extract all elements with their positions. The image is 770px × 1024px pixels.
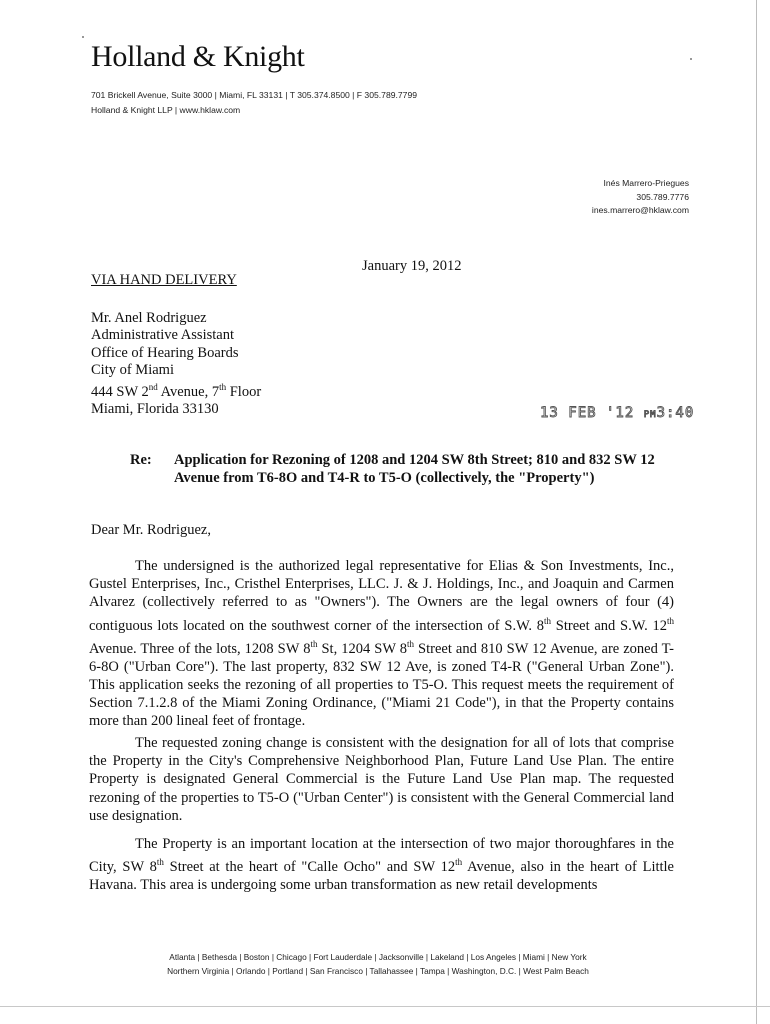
recipient-street: 444 SW 2nd Avenue, 7th Floor (91, 382, 262, 401)
footer-offices-line-1: Atlanta | Bethesda | Boston | Chicago | Fort Lauderdale | Jacksonville | Lakeland | Los Angeles | Miami | New York (169, 952, 587, 962)
delivery-method: VIA HAND DELIVERY (91, 272, 237, 288)
stamp-time: 3:40 (656, 405, 695, 421)
body-paragraph-1: The undersigned is the authorized legal representative for Elias & Son Investments, Inc., Gustel Enterprises, Inc., Cristhel Enterprises, LLC. J. & J. Holdings, Inc., and Joaquin and Carmen Alvarez (collectively referred to as "Owners"). The Owners are the legal owners of four (4) contiguous lots located on the southwest corner of the intersection of S.W. 8th Street and S.W. 12th Avenue. Three of the lots, 1208 SW 8th St, 1204 SW 8th Street and 810 SW 12 Avenue, are zoned T-6-8O ("Urban Core"). The last property, 832 SW 12 Ave, is zoned T4-R ("General Urban Zone"). This application seeks the rezoning of all properties to T5-O. This request meets the requirement of Section 7.1.2.8 of the Miami Zoning Ordinance, ("Miami 21 Code"), in that the Property contains more than 200 lineal feet of frontage. (89, 558, 674, 730)
letterhead-firm-line: Holland & Knight LLP | www.hklaw.com (91, 105, 241, 115)
recipient-name: Mr. Anel Rodriguez (91, 310, 207, 326)
salutation: Dear Mr. Rodriguez, (91, 522, 211, 538)
sender-email: ines.marrero@hklaw.com (591, 205, 689, 215)
recipient-city-state-zip: Miami, Florida 33130 (91, 401, 219, 418)
body-paragraph-2: The requested zoning change is consistent with the designation for all of lots that comprise the Property in the City's Comprehensive Neighborhood Plan, Future Land Use Plan. The entire Property is designated General Commercial is the Future Land Use Plan map. The requested rezoning of the properties to T5-O ("Urban Center") is consistent with the General Commercial land use designation. (89, 735, 674, 824)
re-subject: Application for Rezoning of 1208 and 1204 SW 8th Street; 810 and 832 SW 12 Avenue from T6-8O and T4-R to T5-O (collectively, the "Property") (174, 452, 655, 486)
recipient-address (91, 310, 261, 419)
letter-date: January 19, 2012 (362, 258, 462, 274)
footer-offices-line-2: Northern Virginia | Orlando | Portland | San Francisco | Tallahassee | Tampa | Washington, D.C. | West Palm Beach (167, 966, 589, 976)
scan-speck (82, 36, 84, 38)
body-paragraph-3: The Property is an important location at the intersection of two major thoroughfares in the City, SW 8th Street at the heart of "Calle Ocho" and SW 12th Avenue, also in the heart of Little Havana. This area is undergoing some urban transformation as new retail developments (89, 836, 674, 894)
letterhead-address: 701 Brickell Avenue, Suite 3000 | Miami, FL 33131 | T 305.374.8500 | F 305.789.7799 (91, 90, 418, 100)
re-label: Re: (130, 452, 152, 468)
sender-name: Inés Marrero-Priegues (603, 178, 689, 188)
stamp-date: 13 FEB '12 (540, 405, 635, 421)
recipient-city: City of Miami (91, 361, 174, 378)
page-edge-right (756, 0, 757, 1024)
recipient-office: Office of Hearing Boards (91, 344, 239, 361)
page-edge-bottom (0, 1006, 770, 1007)
sender-block (489, 177, 689, 218)
received-stamp (540, 405, 694, 421)
sender-phone: 305.789.7776 (636, 191, 689, 202)
recipient-title: Administrative Assistant (91, 327, 234, 344)
scan-speck (690, 58, 692, 60)
stamp-pm: PM (643, 410, 657, 420)
firm-logo: Holland & Knight (91, 40, 305, 73)
